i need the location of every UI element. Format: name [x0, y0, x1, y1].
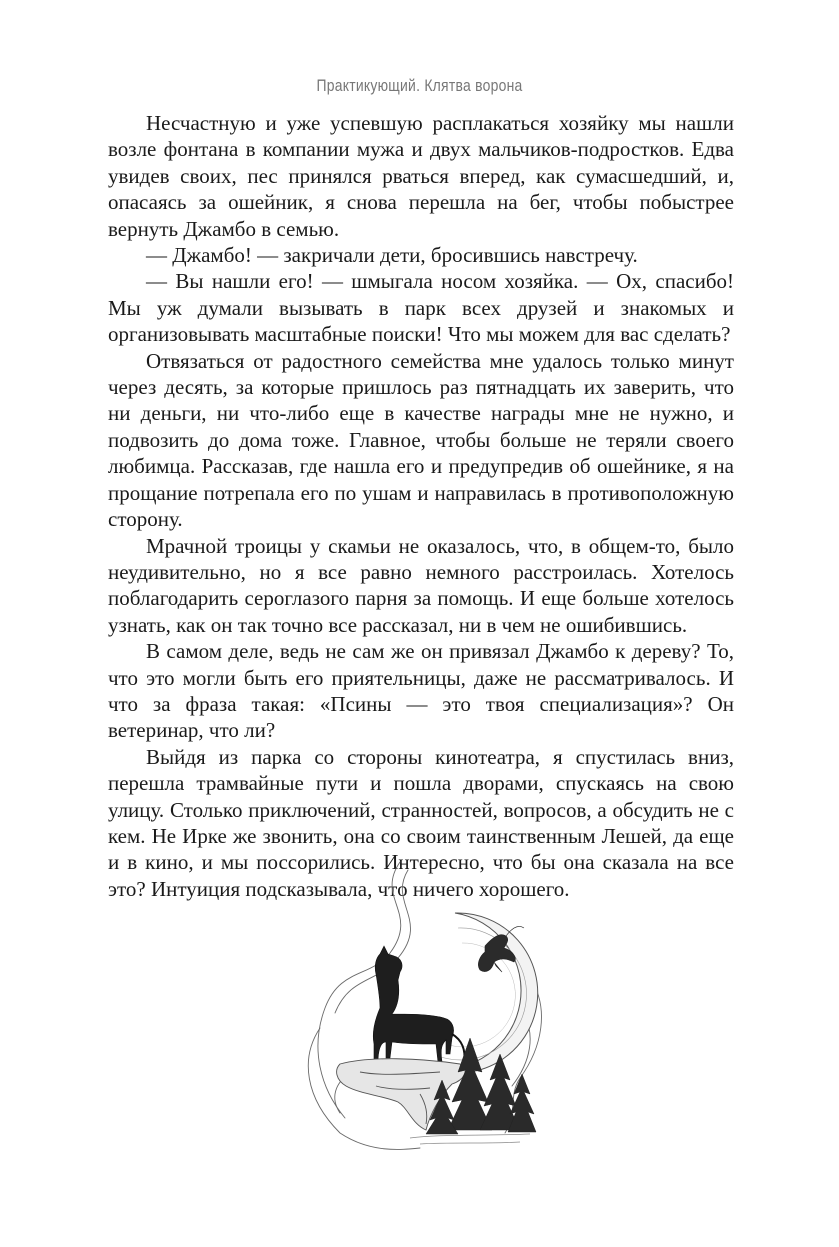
running-head: Практикующий. Клятва ворона	[316, 76, 523, 95]
paragraph-5: Мрачной троицы у скамьи не оказалось, что, в общем-то, было неудивительно, но я все равно немного расстроилась. Хотелось поблагодарить сероглазого парня за помощь. И еще больше хотелось узнать, как он так точно все рассказал, ни в чем не ошибившись.	[108, 533, 734, 637]
paragraph-1: Несчастную и уже успевшую расплакаться хозяйку мы нашли возле фонтана в компании мужа и двух мальчиков-подростков. Едва увидев своих, пес принялся рваться вперед, как сумасшедший, и, опасаясь за ошейник, я снова перешла на бег, чтобы побыстрее вернуть Джамбо в семью.	[108, 111, 734, 241]
paragraph-2: — Джамбо! — закричали дети, бросившись навстречу.	[146, 243, 638, 268]
dog-moon-raven-illustration	[280, 858, 560, 1158]
pine-forest	[426, 1038, 536, 1134]
dog	[373, 946, 464, 1062]
paragraph-6: В самом деле, ведь не сам же он привязал Джамбо к дереву? То, что это могли быть его приятельницы, даже не рассматривалось. И что за фраза такая: «Псины — это твоя специализация»? Он ветеринар, что ли?	[108, 639, 734, 743]
paragraph-3: — Вы нашли его! — шмыгала носом хозяйка. — Ох, спасибо! Мы уж думали вызывать в парк всех друзей и знакомых и организовывать масштабные поиски! Что мы можем для вас сделать?	[108, 269, 734, 347]
paragraph-4: Отвязаться от радостного семейства мне удалось только минут через десять, за которые пришлось раз пятнадцать их заверить, что ни деньги, ни что-либо еще в качестве награды мне не нужно, и подвозить до дома тоже. Главное, чтобы больше не теряли своего любимца. Рассказав, где нашла его и предупредив об ошейнике, я на прощание потрепала его по ушам и направилась в противоположную сторону.	[108, 348, 734, 532]
body-text	[108, 110, 734, 902]
paragraph-7: Выйдя из парка со стороны кинотеатра, я спустилась вниз, перешла трамвайные пути и пошла дворами, спускаясь на свою улицу. Столько приключений, странностей, вопросов, а обсудить не с кем. Не Ирке же звонить, она со своим таинственным Лешей, да еще и в кино, и мы поссорились. Интересно, что бы она сказала на все это? Интуиция подсказывала, что ничего хорошего.	[108, 744, 734, 901]
